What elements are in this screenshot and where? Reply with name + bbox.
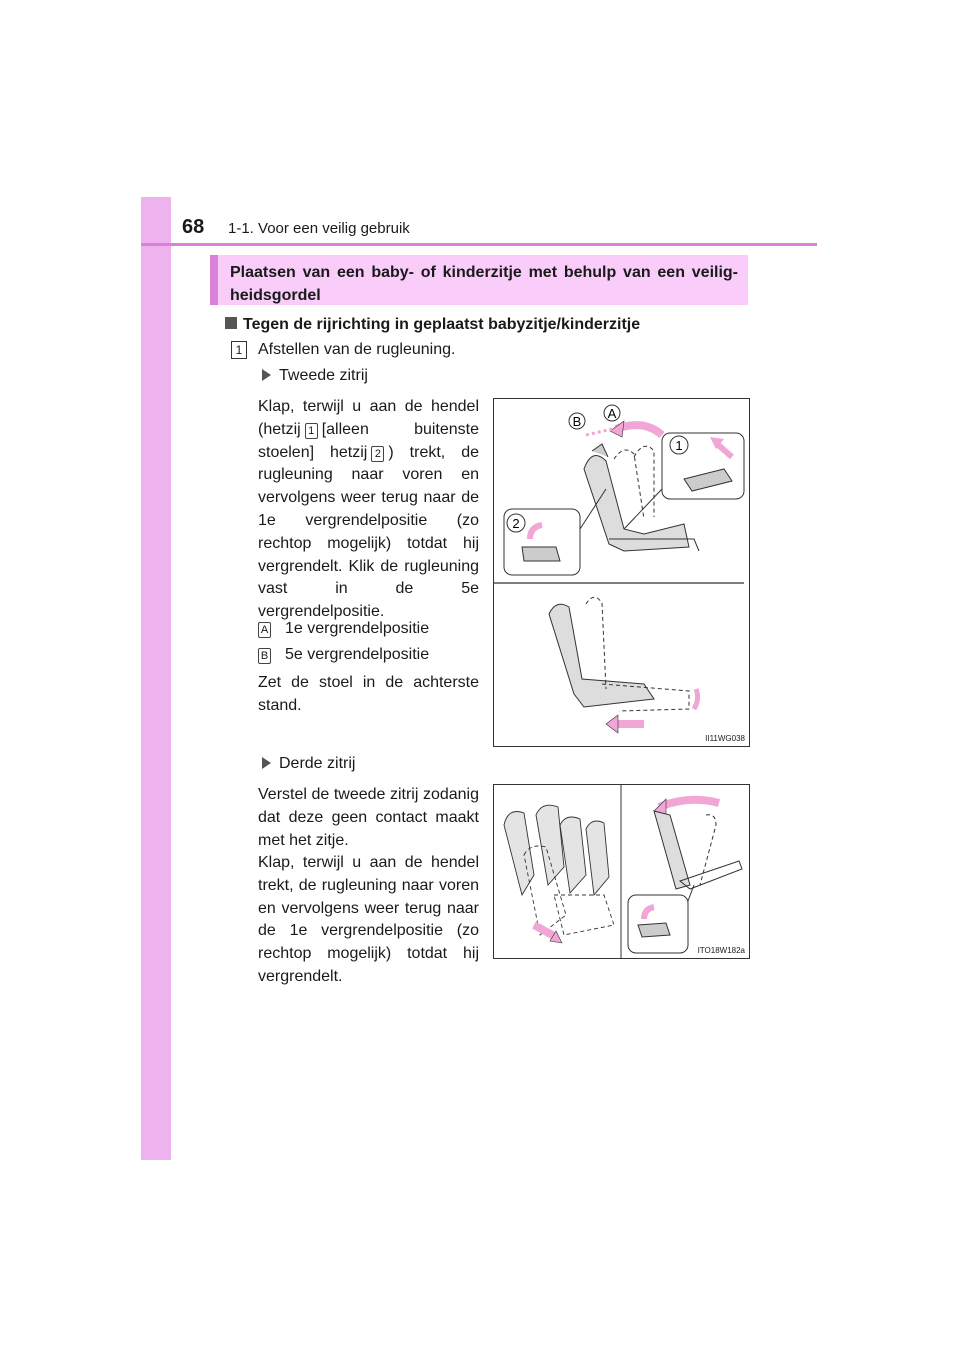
legend-item-b <box>258 646 429 664</box>
ref-marker-1: 1 <box>305 423 318 439</box>
seat-position-instruction: Zet de stoel in de achterste stand. <box>258 674 479 714</box>
figure-second-row <box>493 398 750 747</box>
legend-text-b: 5e vergrendelpositie <box>285 646 430 663</box>
header-rule <box>141 243 817 246</box>
chapter-title: 1-1. Voor een veilig gebruik <box>228 220 410 237</box>
instruction-part-3: ) trekt, de rugleuning naar voren en vervolgens weer terug naar de 1e vergrendelpositie (zo rechtop mogelijk) totdat hij vergrendelt. Klik de rugleuning vast in de 5e vergrendelpositie. <box>258 443 480 621</box>
triangle-bullet-icon <box>262 369 271 381</box>
second-row-instructions <box>258 396 479 624</box>
chapter-sidebar-tab <box>141 197 171 1160</box>
second-row-label-text: Tweede zitrij <box>279 367 368 384</box>
figure-label-b: B <box>572 414 582 429</box>
figure-code: ITO18W182a <box>697 946 745 955</box>
figure-label-1: 1 <box>675 438 683 453</box>
banner-title: Plaatsen van een baby- of kinderzitje met behulp van een veilig-heidsgordel <box>230 264 738 304</box>
legend-key-a: A <box>258 622 271 638</box>
ref-marker-2: 2 <box>371 446 384 462</box>
subheading <box>225 316 640 334</box>
figure-third-row <box>493 784 750 959</box>
section-banner <box>210 255 748 305</box>
legend-key-b: B <box>258 648 271 664</box>
subheading-text: Tegen de rijrichting in geplaatst babyzitje/kinderzitje <box>243 316 641 333</box>
step-number-box: 1 <box>231 341 247 359</box>
third-row-instruction-1: Verstel de tweede zitrij zodanig dat deze geen contact maakt met het zitje. <box>258 786 479 849</box>
instruction-part-1: Klap, terwijl u aan de hendel (hetzij <box>258 398 479 438</box>
third-row-label <box>262 755 355 773</box>
legend-text-a: 1e vergrendelpositie <box>285 620 430 637</box>
third-row-label-text: Derde zitrij <box>279 755 356 772</box>
legend-item-a <box>258 620 429 638</box>
second-row-illustration <box>494 399 749 746</box>
third-row-instruction-2: Klap, terwijl u aan de hendel trekt, de rugleuning naar voren en vervolgens weer terug naar de 1e vergrendelpositie (zo rechtop mogelijk) totdat hij vergrendelt. <box>258 854 479 985</box>
third-row-illustration <box>494 785 749 958</box>
figure-label-a: A <box>607 406 617 421</box>
step-text: Afstellen van de rugleuning. <box>258 341 456 358</box>
square-bullet-icon <box>225 317 237 329</box>
figure-label-2: 2 <box>512 516 520 531</box>
second-row-label <box>262 367 368 385</box>
figure-code: II11WG038 <box>705 734 745 743</box>
triangle-bullet-icon <box>262 757 271 769</box>
instruction-part-2: [alleen buitenste stoelen] hetzij <box>258 420 479 461</box>
page-number: 68 <box>182 216 205 238</box>
